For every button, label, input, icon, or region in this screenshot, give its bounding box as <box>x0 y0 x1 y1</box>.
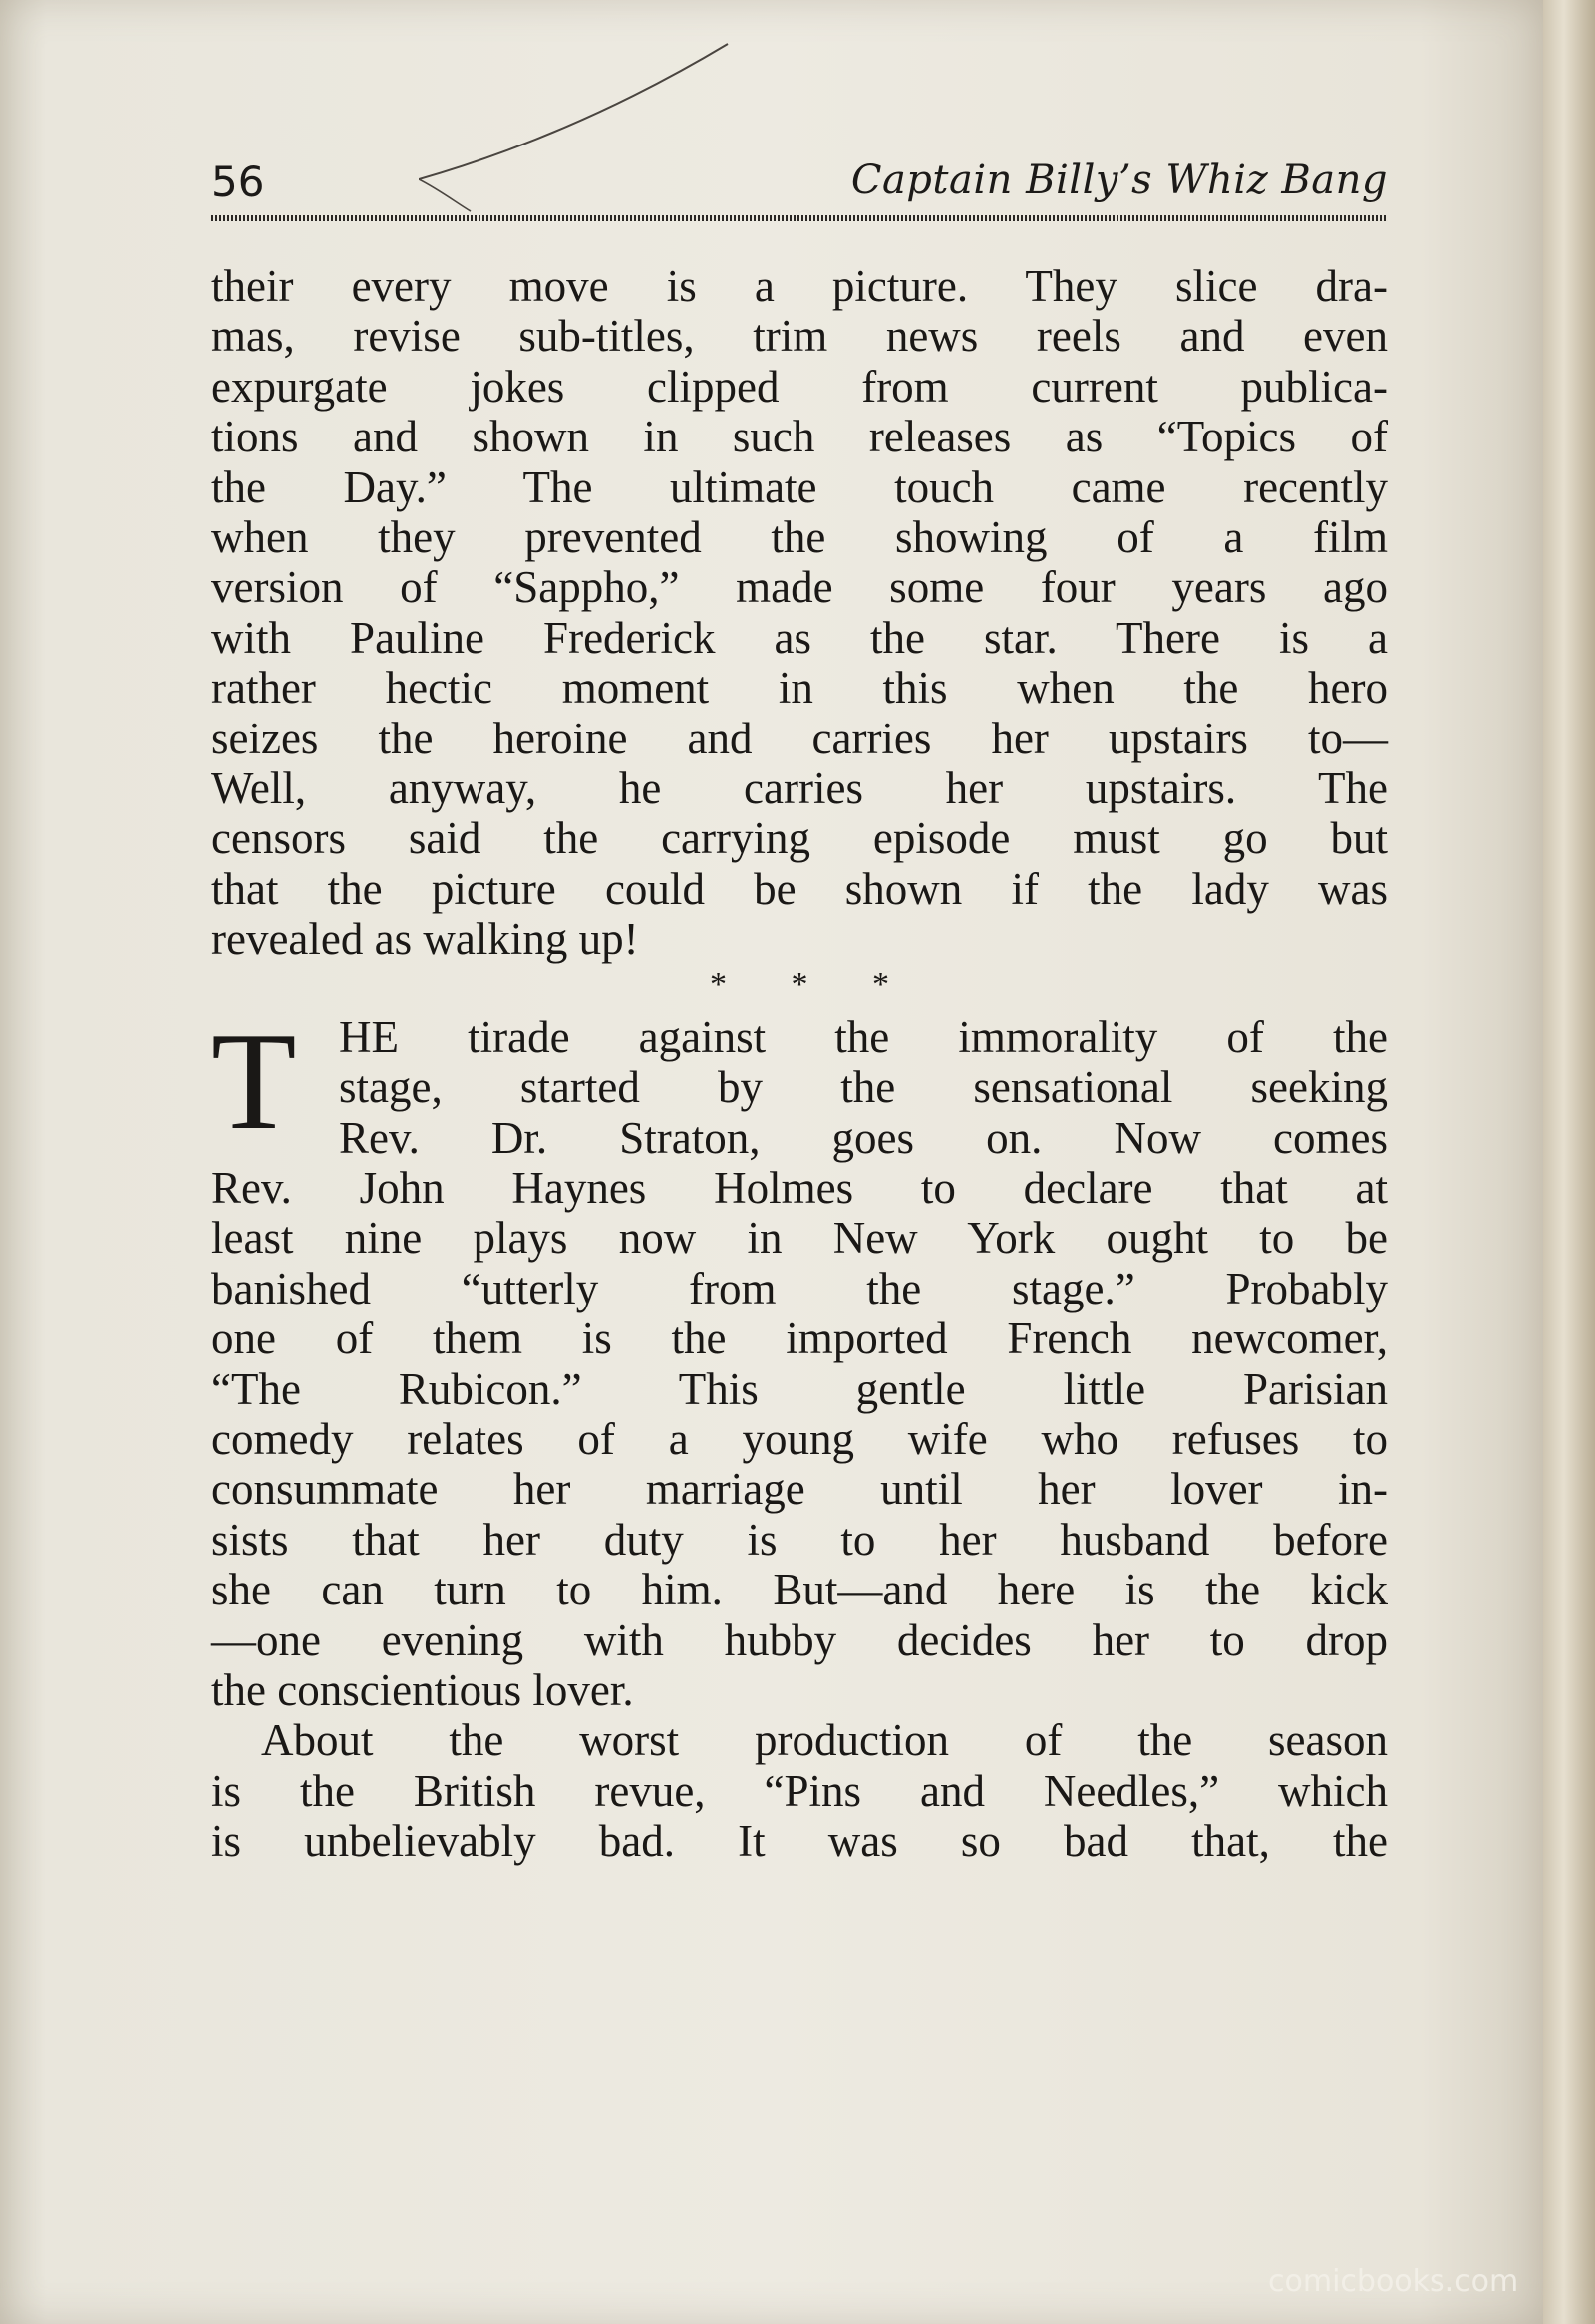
page-number: 56 <box>211 157 265 206</box>
text-line: the Day.” The ultimate touch came recently <box>211 461 1388 512</box>
text-line: is the British revue, “Pins and Needles,” which <box>211 1765 1388 1816</box>
text-line: she can turn to him. But—and here is the kick <box>211 1565 1388 1615</box>
text-line: when they prevented the showing of a film <box>211 512 1388 563</box>
text-line: Well, anyway, he carries her upstairs. The <box>211 763 1388 814</box>
text-line: version of “Sappho,” made some four years ago <box>211 562 1388 613</box>
paragraph-3 <box>211 1715 1388 1866</box>
paragraph-1 <box>211 261 1388 965</box>
text-line: sists that her duty is to her husband before <box>211 1514 1388 1565</box>
watermark: comicbooks.com <box>1268 2264 1519 2299</box>
text-line: least nine plays now in New York ought to be <box>211 1213 1388 1264</box>
text-line: expurgate jokes clipped from current publica- <box>211 361 1388 412</box>
text-line: that the picture could be shown if the lady was <box>211 863 1388 914</box>
text-line: banished “utterly from the stage.” Probably <box>211 1263 1388 1313</box>
text-line: one of them is the imported French newcomer, <box>211 1313 1388 1364</box>
text-line: Rev. John Haynes Holmes to declare that at <box>211 1162 1388 1213</box>
text-line: is unbelievably bad. It was so bad that, the <box>211 1816 1388 1867</box>
text-line: “The Rubicon.” This gentle little Parisian <box>211 1363 1388 1414</box>
text-line: Rev. Dr. Straton, goes on. Now comes <box>339 1112 1388 1163</box>
drop-cap: T <box>211 1004 297 1159</box>
article-body <box>211 261 1388 1867</box>
text-line: consummate her marriage until her lover in- <box>211 1464 1388 1515</box>
running-title: Captain Billy’s Whiz Bang <box>850 157 1388 203</box>
text-line: mas, revise sub-titles, trim news reels and even <box>211 311 1388 362</box>
text-line: About the worst production of the season <box>261 1715 1388 1766</box>
section-separator: * * * <box>710 965 917 1003</box>
page-header <box>211 157 1388 217</box>
text-line: censors said the carrying episode must go but <box>211 813 1388 864</box>
text-line: seizes the heroine and carries her upstairs to— <box>211 713 1388 763</box>
text-line: HE tirade against the immorality of the <box>339 1012 1388 1062</box>
text-line: rather hectic moment in this when the hero <box>211 663 1388 714</box>
text-line: —one evening with hubby decides her to drop <box>211 1614 1388 1665</box>
text-line: with Pauline Frederick as the star. There is a <box>211 612 1388 663</box>
text-line: stage, started by the sensational seeking <box>339 1062 1388 1113</box>
header-dotted-rule <box>211 215 1388 221</box>
text-line: comedy relates of a young wife who refuses to <box>211 1413 1388 1464</box>
text-line: tions and shown in such releases as “Topics of <box>211 412 1388 462</box>
paragraph-2 <box>211 1004 1388 1716</box>
text-line: the conscientious lover. <box>211 1664 634 1715</box>
text-line: revealed as walking up! <box>211 914 639 965</box>
page-edge <box>1543 0 1595 2324</box>
text-line: their every move is a picture. They slice dra- <box>211 261 1388 311</box>
